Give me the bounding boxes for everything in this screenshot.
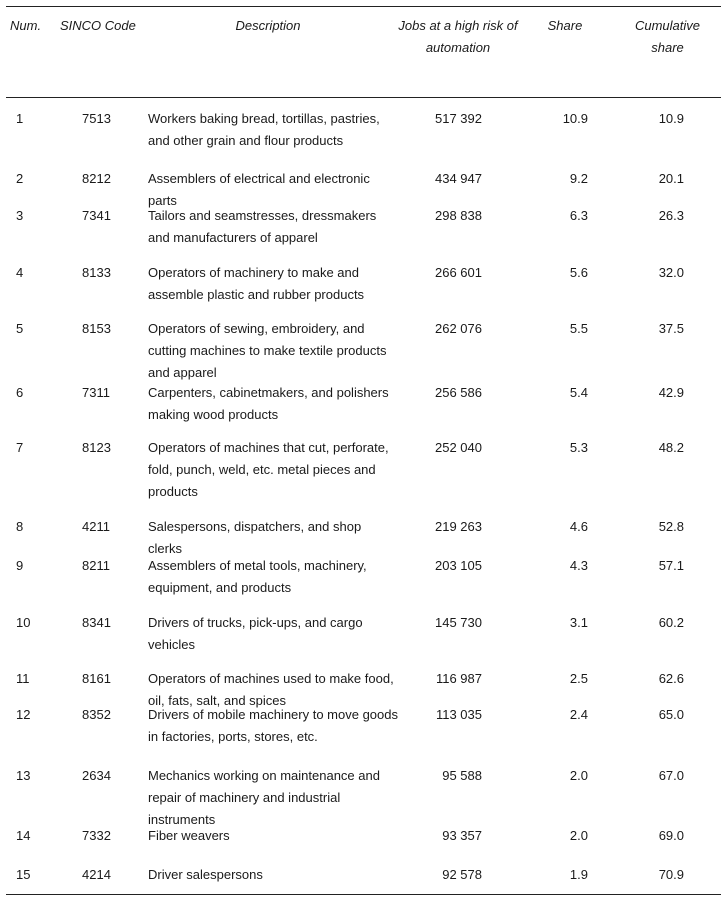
row-description: Driver salespersons	[148, 867, 263, 882]
row-cumulative-share: 37.5	[658, 321, 684, 336]
row-jobs: 113 035	[435, 707, 482, 722]
row-jobs: 95 588	[442, 768, 482, 783]
row-share: 10.9	[562, 111, 588, 126]
row-share: 5.3	[569, 440, 588, 455]
row-num: 4	[16, 265, 24, 280]
row-cumulative-share: 48.2	[658, 440, 684, 455]
row-jobs: 252 040	[435, 440, 482, 455]
row-description: Assemblers of metal tools, machinery, equipment, and products	[148, 558, 367, 595]
row-jobs: 266 601	[435, 265, 482, 280]
top-rule	[6, 6, 721, 7]
row-jobs: 517 392	[435, 111, 482, 126]
row-description: Carpenters, cabinetmakers, and polishers making wood products	[148, 385, 389, 422]
row-sinco-code: 7311	[82, 385, 110, 400]
row-description: Drivers of trucks, pick-ups, and cargo vehicles	[148, 615, 363, 652]
row-jobs: 93 357	[442, 828, 482, 843]
row-sinco-code: 8341	[82, 615, 111, 630]
table-header	[0, 15, 727, 95]
row-sinco-code: 8123	[82, 440, 111, 455]
row-num: 1	[16, 111, 24, 126]
row-description: Operators of machines that cut, perforate, fold, punch, weld, etc. metal pieces and products	[148, 440, 389, 499]
row-sinco-code: 2634	[82, 768, 111, 783]
row-cumulative-share: 32.0	[658, 265, 684, 280]
row-num: 3	[16, 208, 24, 223]
row-jobs: 203 105	[435, 558, 482, 573]
row-description: Mechanics working on maintenance and repair of machinery and industrial instruments	[148, 768, 380, 827]
row-description: Tailors and seamstresses, dressmakers and manufacturers of apparel	[148, 208, 377, 245]
header-cumulative-share: Cumulative share	[634, 18, 701, 55]
row-jobs: 116 987	[435, 671, 482, 686]
row-sinco-code: 8133	[82, 265, 111, 280]
row-cumulative-share: 70.9	[658, 867, 684, 882]
row-jobs: 298 838	[435, 208, 482, 223]
row-share: 5.6	[569, 265, 588, 280]
row-share: 1.9	[569, 867, 588, 882]
row-num: 14	[16, 828, 31, 843]
row-cumulative-share: 52.8	[658, 519, 684, 534]
row-description: Operators of machinery to make and assemble plastic and rubber products	[148, 265, 365, 302]
row-jobs: 262 076	[435, 321, 482, 336]
row-sinco-code: 8352	[82, 707, 111, 722]
row-share: 5.5	[569, 321, 588, 336]
row-share: 3.1	[569, 615, 588, 630]
row-share: 6.3	[569, 208, 588, 223]
row-jobs: 92 578	[442, 867, 482, 882]
header-num: Num.	[10, 18, 42, 33]
header-share: Share	[547, 18, 583, 33]
row-num: 5	[16, 321, 24, 336]
row-num: 11	[16, 671, 30, 686]
row-description: Salespersons, dispatchers, and shop clerks	[148, 519, 362, 556]
row-num: 7	[16, 440, 24, 455]
row-cumulative-share: 60.2	[658, 615, 684, 630]
row-num: 8	[16, 519, 24, 534]
row-description: Fiber weavers	[148, 828, 230, 843]
row-sinco-code: 7332	[82, 828, 111, 843]
header-description: Description	[235, 18, 301, 33]
row-description: Assemblers of electrical and electronic parts	[148, 171, 370, 208]
row-num: 6	[16, 385, 24, 400]
row-sinco-code: 8153	[82, 321, 111, 336]
row-cumulative-share: 57.1	[658, 558, 684, 573]
row-sinco-code: 8211	[82, 558, 110, 573]
row-cumulative-share: 67.0	[658, 768, 684, 783]
header-sinco-code: SINCO Code	[60, 18, 136, 33]
row-cumulative-share: 10.9	[658, 111, 684, 126]
row-jobs: 145 730	[435, 615, 482, 630]
row-sinco-code: 7513	[82, 111, 111, 126]
row-cumulative-share: 65.0	[658, 707, 684, 722]
row-cumulative-share: 62.6	[658, 671, 684, 686]
row-description: Operators of machines used to make food, oil, fats, salt, and spices	[148, 671, 394, 708]
row-jobs: 256 586	[435, 385, 482, 400]
row-num: 13	[16, 768, 31, 783]
row-share: 4.3	[569, 558, 588, 573]
row-num: 2	[16, 171, 24, 186]
row-share: 9.2	[569, 171, 588, 186]
header-jobs: Jobs at a high risk of automation	[398, 18, 518, 55]
row-sinco-code: 4211	[82, 519, 110, 534]
row-share: 2.4	[569, 707, 588, 722]
row-share: 4.6	[569, 519, 588, 534]
row-sinco-code: 8161	[82, 671, 111, 686]
row-description: Workers baking bread, tortillas, pastries, and other grain and flour products	[148, 111, 380, 148]
header-rule	[6, 97, 721, 98]
row-sinco-code: 4214	[82, 867, 111, 882]
row-num: 10	[16, 615, 31, 630]
row-num: 12	[16, 707, 31, 722]
row-cumulative-share: 42.9	[658, 385, 684, 400]
row-num: 15	[16, 867, 31, 882]
row-sinco-code: 7341	[82, 208, 111, 223]
row-cumulative-share: 20.1	[658, 171, 684, 186]
row-jobs: 219 263	[435, 519, 482, 534]
row-share: 2.5	[569, 671, 588, 686]
row-num: 9	[16, 558, 24, 573]
bottom-rule	[6, 894, 721, 895]
row-description: Drivers of mobile machinery to move goods in factories, ports, stores, etc.	[148, 707, 398, 744]
row-share: 2.0	[569, 828, 588, 843]
row-cumulative-share: 26.3	[658, 208, 684, 223]
row-jobs: 434 947	[435, 171, 482, 186]
row-sinco-code: 8212	[82, 171, 111, 186]
row-cumulative-share: 69.0	[658, 828, 684, 843]
row-description: Operators of sewing, embroidery, and cutting machines to make textile products and apparel	[148, 321, 387, 380]
row-share: 2.0	[569, 768, 588, 783]
row-share: 5.4	[569, 385, 588, 400]
